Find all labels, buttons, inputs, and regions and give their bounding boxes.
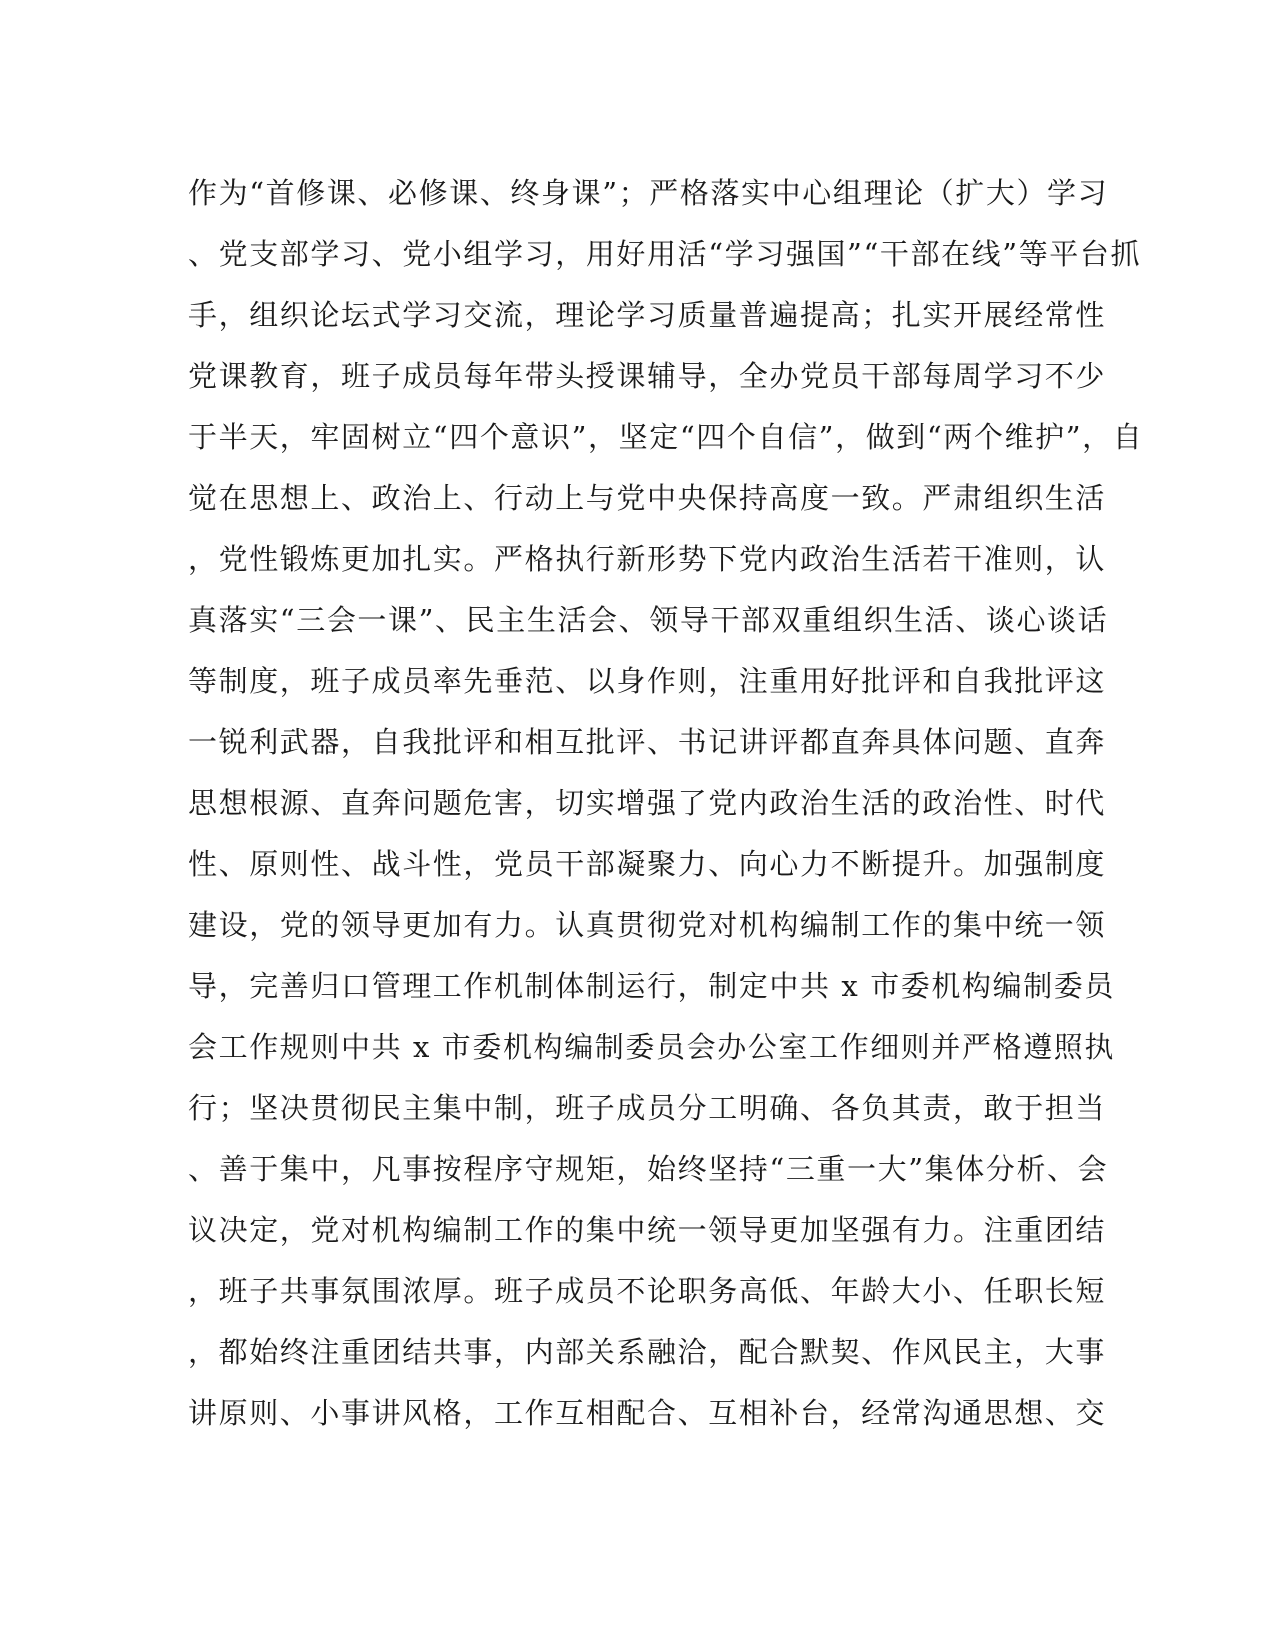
text-line: 讲原则、小事讲风格，工作互相配合、互相补台，经常沟通思想、交 <box>188 1396 1107 1430</box>
text-line: 一锐利武器，自我批评和相互批评、书记讲评都直奔具体问题、直奔 <box>188 725 1107 759</box>
text-line: 性、原则性、战斗性，党员干部凝聚力、向心力不断提升。加强制度 <box>188 847 1107 881</box>
text-line: 觉在思想上、政治上、行动上与党中央保持高度一致。严肃组织生活 <box>188 481 1107 515</box>
text-line: 手，组织论坛式学习交流，理论学习质量普遍提高；扎实开展经常性 <box>188 298 1107 332</box>
text-line: 建设，党的领导更加有力。认真贯彻党对机构编制工作的集中统一领 <box>188 908 1107 942</box>
text-line: 真落实“三会一课”、民主生活会、领导干部双重组织生活、谈心谈话 <box>188 603 1109 637</box>
text-line: ，党性锻炼更加扎实。严格执行新形势下党内政治生活若干准则，认 <box>188 542 1107 576</box>
text-line: 于半天，牢固树立“四个意识”，坚定“四个自信”，做到“两个维护”，自 <box>188 420 1144 454</box>
text-line: 会工作规则中共 x 市委机构编制委员会办公室工作细则并严格遵照执 <box>188 1030 1115 1064</box>
text-line: 议决定，党对机构编制工作的集中统一领导更加坚强有力。注重团结 <box>188 1213 1107 1247</box>
text-line: 等制度，班子成员率先垂范、以身作则，注重用好批评和自我批评这 <box>188 664 1107 698</box>
text-line: 作为“首修课、必修课、终身课”；严格落实中心组理论（扩大）学习 <box>188 176 1109 210</box>
text-line: 行；坚决贯彻民主集中制，班子成员分工明确、各负其责，敢于担当 <box>188 1091 1107 1125</box>
text-line: 思想根源、直奔问题危害，切实增强了党内政治生活的政治性、时代 <box>188 786 1107 820</box>
text-line: 、党支部学习、党小组学习，用好用活“学习强国”“干部在线”等平台抓 <box>188 237 1142 271</box>
text-line: ，都始终注重团结共事，内部关系融洽，配合默契、作风民主，大事 <box>188 1335 1107 1369</box>
text-line: 党课教育，班子成员每年带头授课辅导，全办党员干部每周学习不少 <box>188 359 1107 393</box>
text-line: ，班子共事氛围浓厚。班子成员不论职务高低、年龄大小、任职长短 <box>188 1274 1107 1308</box>
text-line: 导，完善归口管理工作机制体制运行，制定中共 x 市委机构编制委员 <box>188 969 1115 1003</box>
text-line: 、善于集中，凡事按程序守规矩，始终坚持“三重一大”集体分析、会 <box>188 1152 1109 1186</box>
body-text <box>188 163 1144 1444</box>
